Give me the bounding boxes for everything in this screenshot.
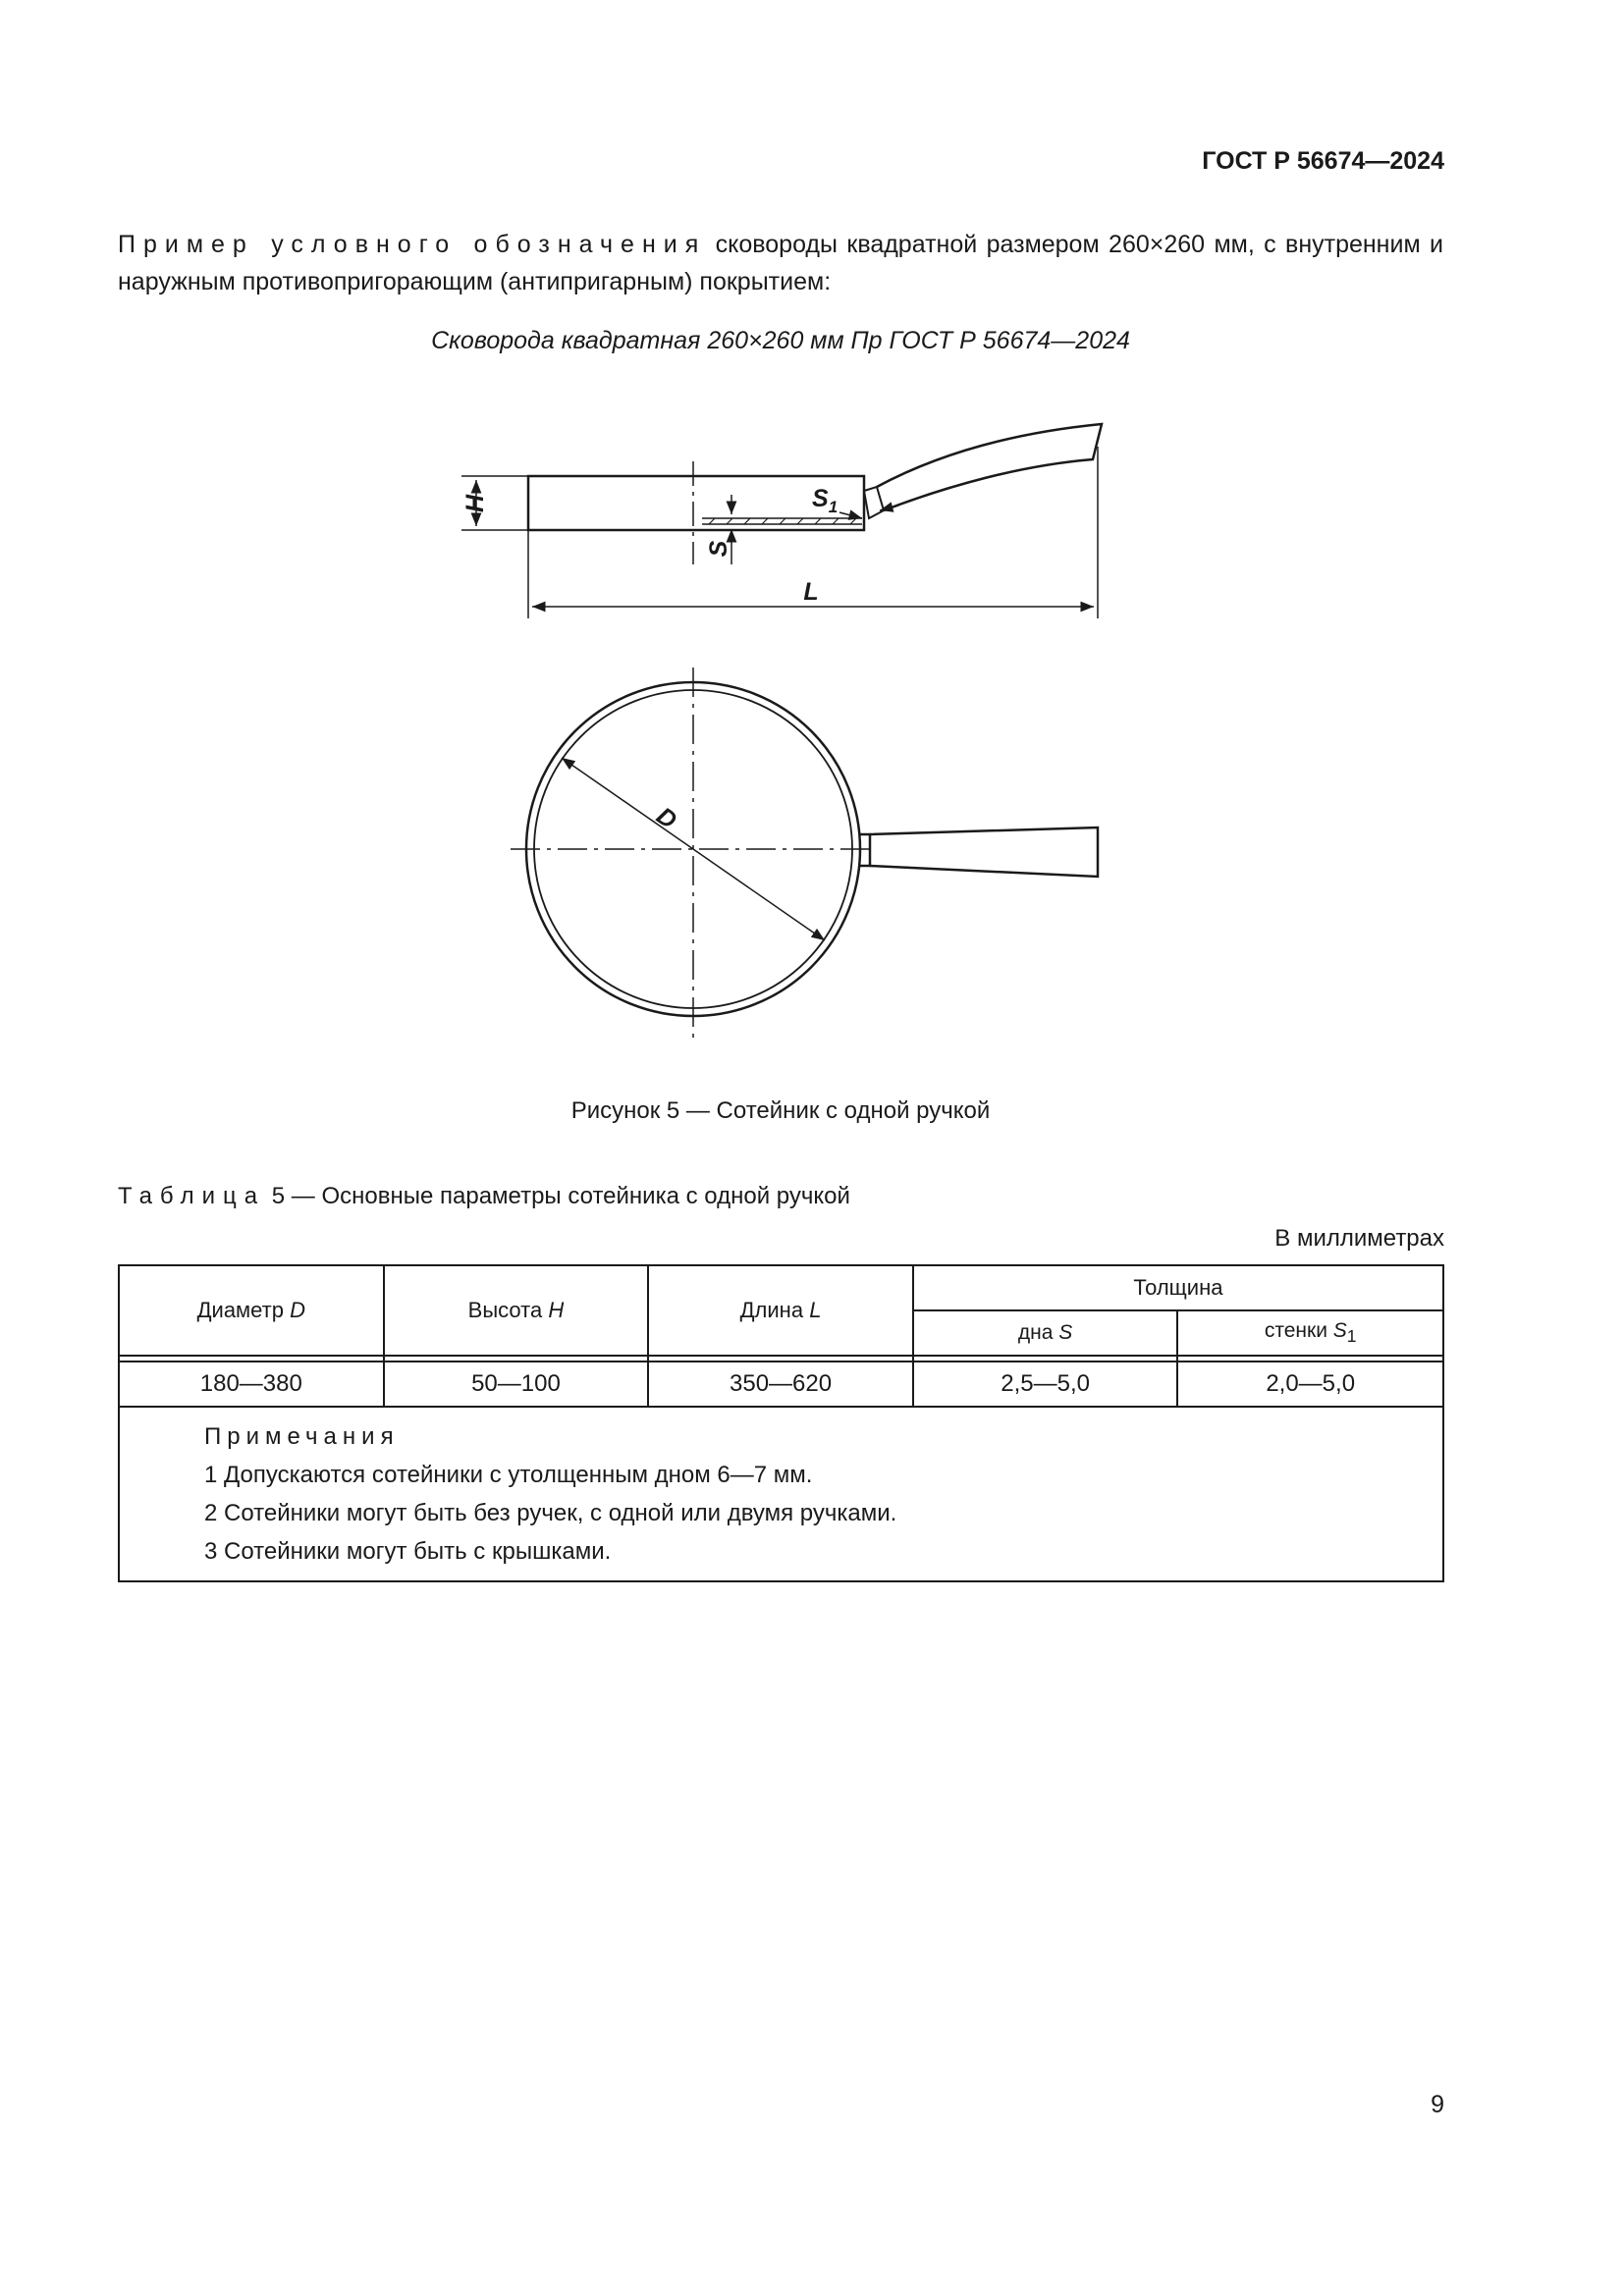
cell-bottom-thickness: 2,5—5,0 <box>913 1362 1178 1407</box>
header-height: Высота H <box>384 1265 649 1356</box>
cell-diameter: 180—380 <box>119 1362 384 1407</box>
example-lead: Пример условного обозначения <box>118 231 707 258</box>
note-item: 1 Допускаются сотейники с утолщенным дном 6—7 мм. <box>204 1462 813 1488</box>
table-header-row <box>119 1265 1443 1310</box>
table-row <box>119 1362 1443 1407</box>
example-text: сковороды квадратной размером 260×260 мм, с внутренним и наружным противопригорающим (антипригарным) покрытием: <box>118 231 1443 295</box>
note-item: 3 Сотейники могут быть с крышками. <box>204 1538 612 1565</box>
wall-thickness-label: $S_1$ <box>812 485 839 516</box>
header-wall-thickness: стенки $S_1$ <box>1177 1310 1443 1356</box>
height-label: H <box>461 494 489 513</box>
example-designation: Сковорода квадратная 260×260 мм Пр ГОСТ Р 56674—2024 <box>431 327 1130 354</box>
notes-title: Примечания <box>204 1423 400 1450</box>
cell-wall-thickness: 2,0—5,0 <box>1177 1362 1443 1407</box>
bottom-thickness-label: S <box>705 540 732 558</box>
note-item: 2 Сотейники могут быть без ручек, с одной или двумя ручками. <box>204 1500 897 1526</box>
diameter-label: D <box>651 801 682 835</box>
saute-pan-drawing <box>0 0 1624 1090</box>
header-length: Длина L <box>648 1265 913 1356</box>
document-number: ГОСТ Р 56674—2024 <box>1202 147 1444 175</box>
table-notes <box>119 1407 1443 1581</box>
cell-height: 50—100 <box>384 1362 649 1407</box>
table-units: В миллиметрах <box>1274 1225 1444 1252</box>
table-title-text: 5 — Основные параметры сотейника с одной ручкой <box>265 1183 850 1209</box>
table-notes-row <box>119 1407 1443 1581</box>
length-label: L <box>803 578 819 606</box>
table-title-lead: Таблица <box>118 1183 266 1209</box>
parameters-table <box>118 1264 1444 1582</box>
header-bottom-thickness: дна S <box>913 1310 1178 1356</box>
cell-length: 350—620 <box>648 1362 913 1407</box>
header-thickness: Толщина <box>913 1265 1443 1310</box>
page-number: 9 <box>1431 2091 1444 2118</box>
table-title <box>118 1183 850 1210</box>
figure-caption: Рисунок 5 — Сотейник с одной ручкой <box>570 1097 991 1124</box>
side-view <box>461 424 1102 618</box>
header-diameter: Диаметр D <box>119 1265 384 1356</box>
top-view <box>511 667 1098 1039</box>
